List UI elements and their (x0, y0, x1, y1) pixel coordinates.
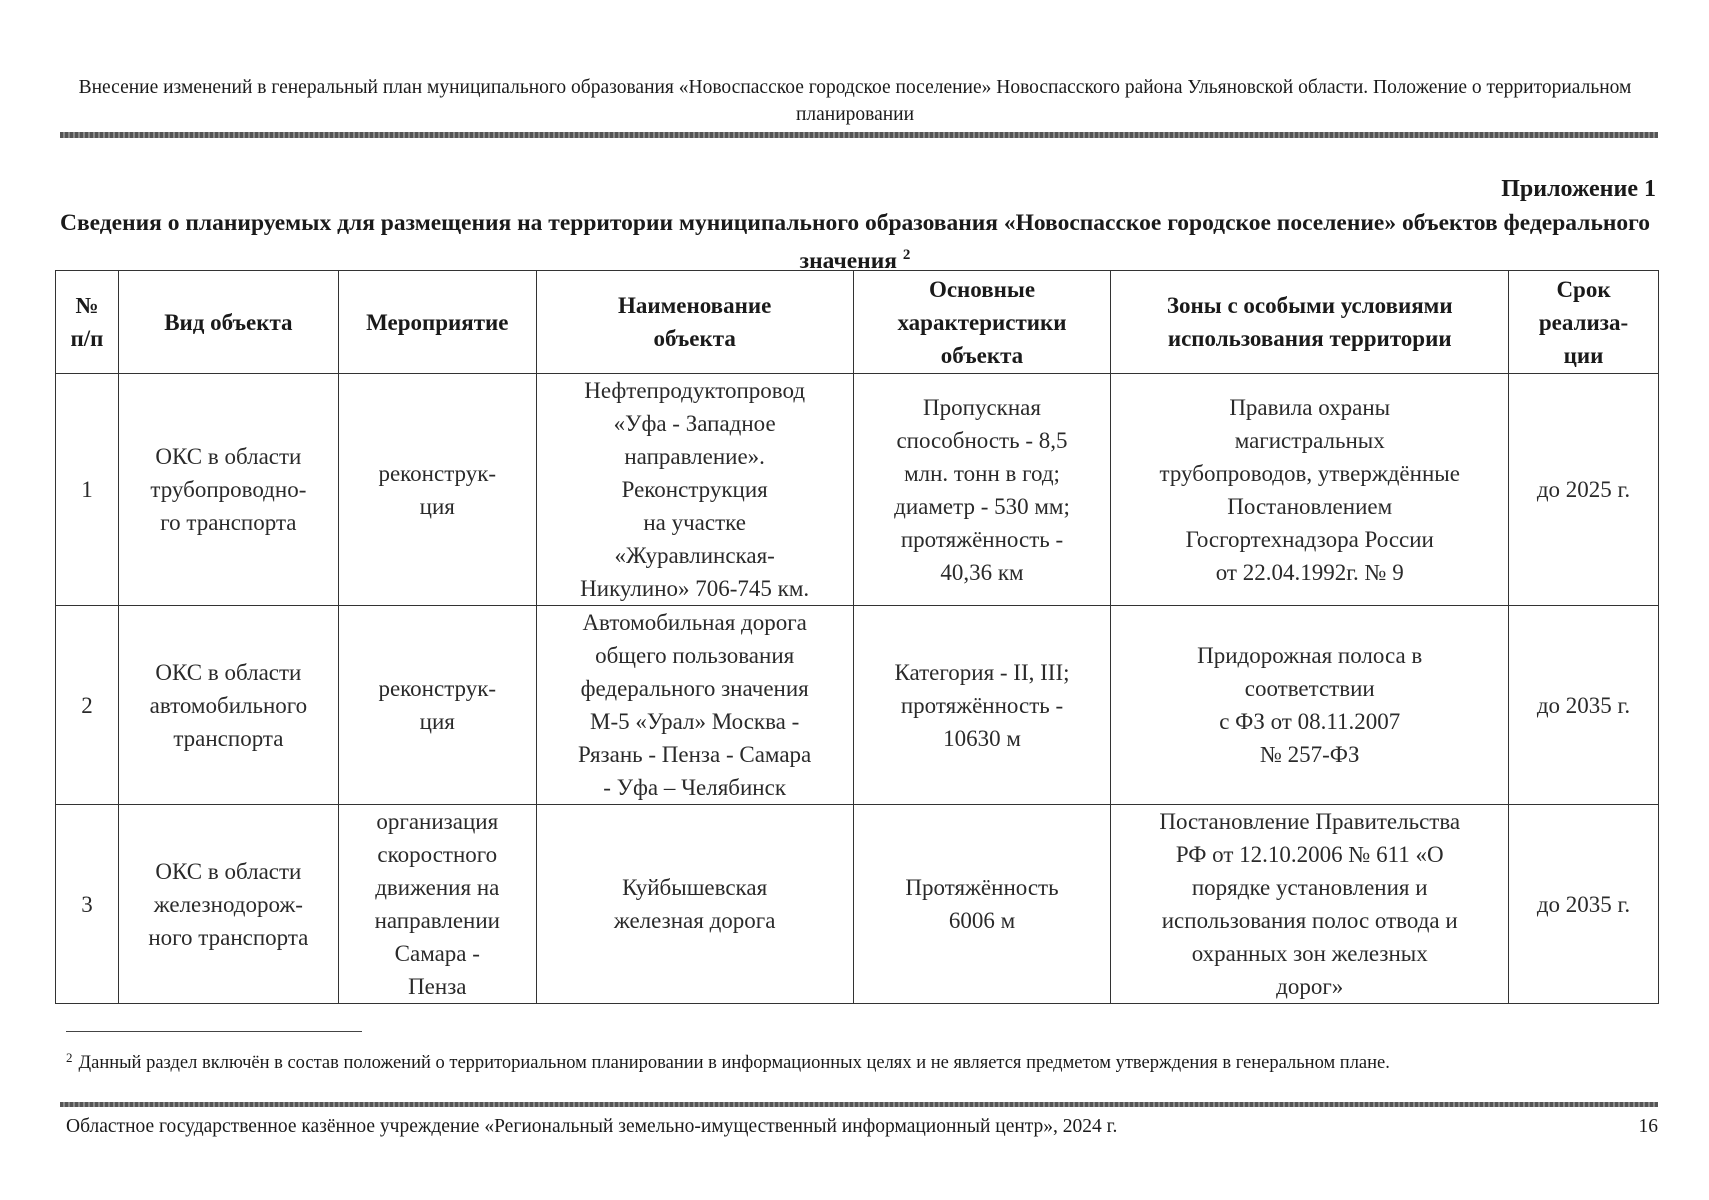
cell-object-name: Нефтепродуктопровод «Уфа - Западное направление». Реконструкция на участке «Журавлинская- Никулино» 706-745 км. (536, 374, 853, 606)
footnote-number: 2 (66, 1050, 73, 1065)
footnote-divider (66, 1031, 362, 1032)
column-header-object-name: Наименование объекта (536, 271, 853, 374)
cell-measure: реконструк- ция (338, 374, 536, 606)
footer-organization: Областное государственное казённое учреждение «Региональный земельно-имущественный информационный центр», 2024 г. (66, 1116, 1118, 1137)
footnote-text: Данный раздел включён в состав положений о территориальном планировании в информационных целях и не является предметом утверждения в генеральном плане. (78, 1053, 1390, 1073)
federal-objects-table (55, 270, 1659, 1004)
cell-characteristics: Пропускная способность - 8,5 млн. тонн в год; диаметр - 530 мм; протяжённость - 40,36 км (853, 374, 1111, 606)
cell-special-zones: Придорожная полоса в соответствии с ФЗ от 08.11.2007 № 257-ФЗ (1111, 606, 1509, 805)
page-number: 16 (1638, 1116, 1658, 1137)
table-header-row (56, 271, 1659, 374)
document-title (60, 207, 1650, 277)
footnote-reference: 2 (902, 247, 911, 263)
column-header-deadline: Срок реализа- ции (1509, 271, 1659, 374)
cell-number: 2 (56, 606, 119, 805)
cell-special-zones: Правила охраны магистральных трубопроводов, утверждённые Постановлением Госгортехнадзора России от 22.04.1992г. № 9 (1111, 374, 1509, 606)
running-header: Внесение изменений в генеральный план муниципального образования «Новоспасское городское поселение» Новоспасского района Ульяновской области. Положение о территориальном планировании (78, 77, 1632, 125)
cell-number: 1 (56, 374, 119, 606)
column-header-object-type: Вид объекта (118, 271, 338, 374)
cell-object-type: ОКС в области автомобильного транспорта (118, 606, 338, 805)
cell-measure: организация скоростного движения на направлении Самара - Пенза (338, 805, 536, 1004)
column-header-special-zones: Зоны с особыми условиями использования территории (1111, 271, 1509, 374)
footnote (66, 1044, 1658, 1077)
cell-object-type: ОКС в области трубопроводно- го транспорта (118, 374, 338, 606)
cell-deadline: до 2035 г. (1509, 805, 1659, 1004)
cell-object-name: Автомобильная дорога общего пользования федерального значения М-5 «Урал» Москва - Рязань - Пенза - Самара - Уфа – Челябинск (536, 606, 853, 805)
cell-deadline: до 2025 г. (1509, 374, 1659, 606)
cell-deadline: до 2035 г. (1509, 606, 1659, 805)
column-header-characteristics: Основные характеристики объекта (853, 271, 1111, 374)
table-row (56, 606, 1659, 805)
table-row (56, 805, 1659, 1004)
cell-measure: реконструк- ция (338, 606, 536, 805)
cell-special-zones: Постановление Правительства РФ от 12.10.2006 № 611 «О порядке установления и использования полос отвода и охранных зон железных дорог» (1111, 805, 1509, 1004)
table-row (56, 374, 1659, 606)
running-footer (66, 1114, 1658, 1140)
appendix-label: Приложение 1 (1501, 176, 1656, 202)
column-header-number: № п/п (56, 271, 119, 374)
column-header-measure: Мероприятие (338, 271, 536, 374)
header-divider (60, 132, 1658, 138)
cell-object-type: ОКС в области железнодорож- ного транспорта (118, 805, 338, 1004)
cell-characteristics: Категория - II, III; протяжённость - 10630 м (853, 606, 1111, 805)
document-title-text: Сведения о планируемых для размещения на территории муниципального образования «Новоспасское городское поселение» объектов федерального значения (60, 210, 1650, 274)
cell-object-name: Куйбышевская железная дорога (536, 805, 853, 1004)
cell-number: 3 (56, 805, 119, 1004)
cell-characteristics: Протяжённость 6006 м (853, 805, 1111, 1004)
footer-divider (60, 1102, 1658, 1107)
